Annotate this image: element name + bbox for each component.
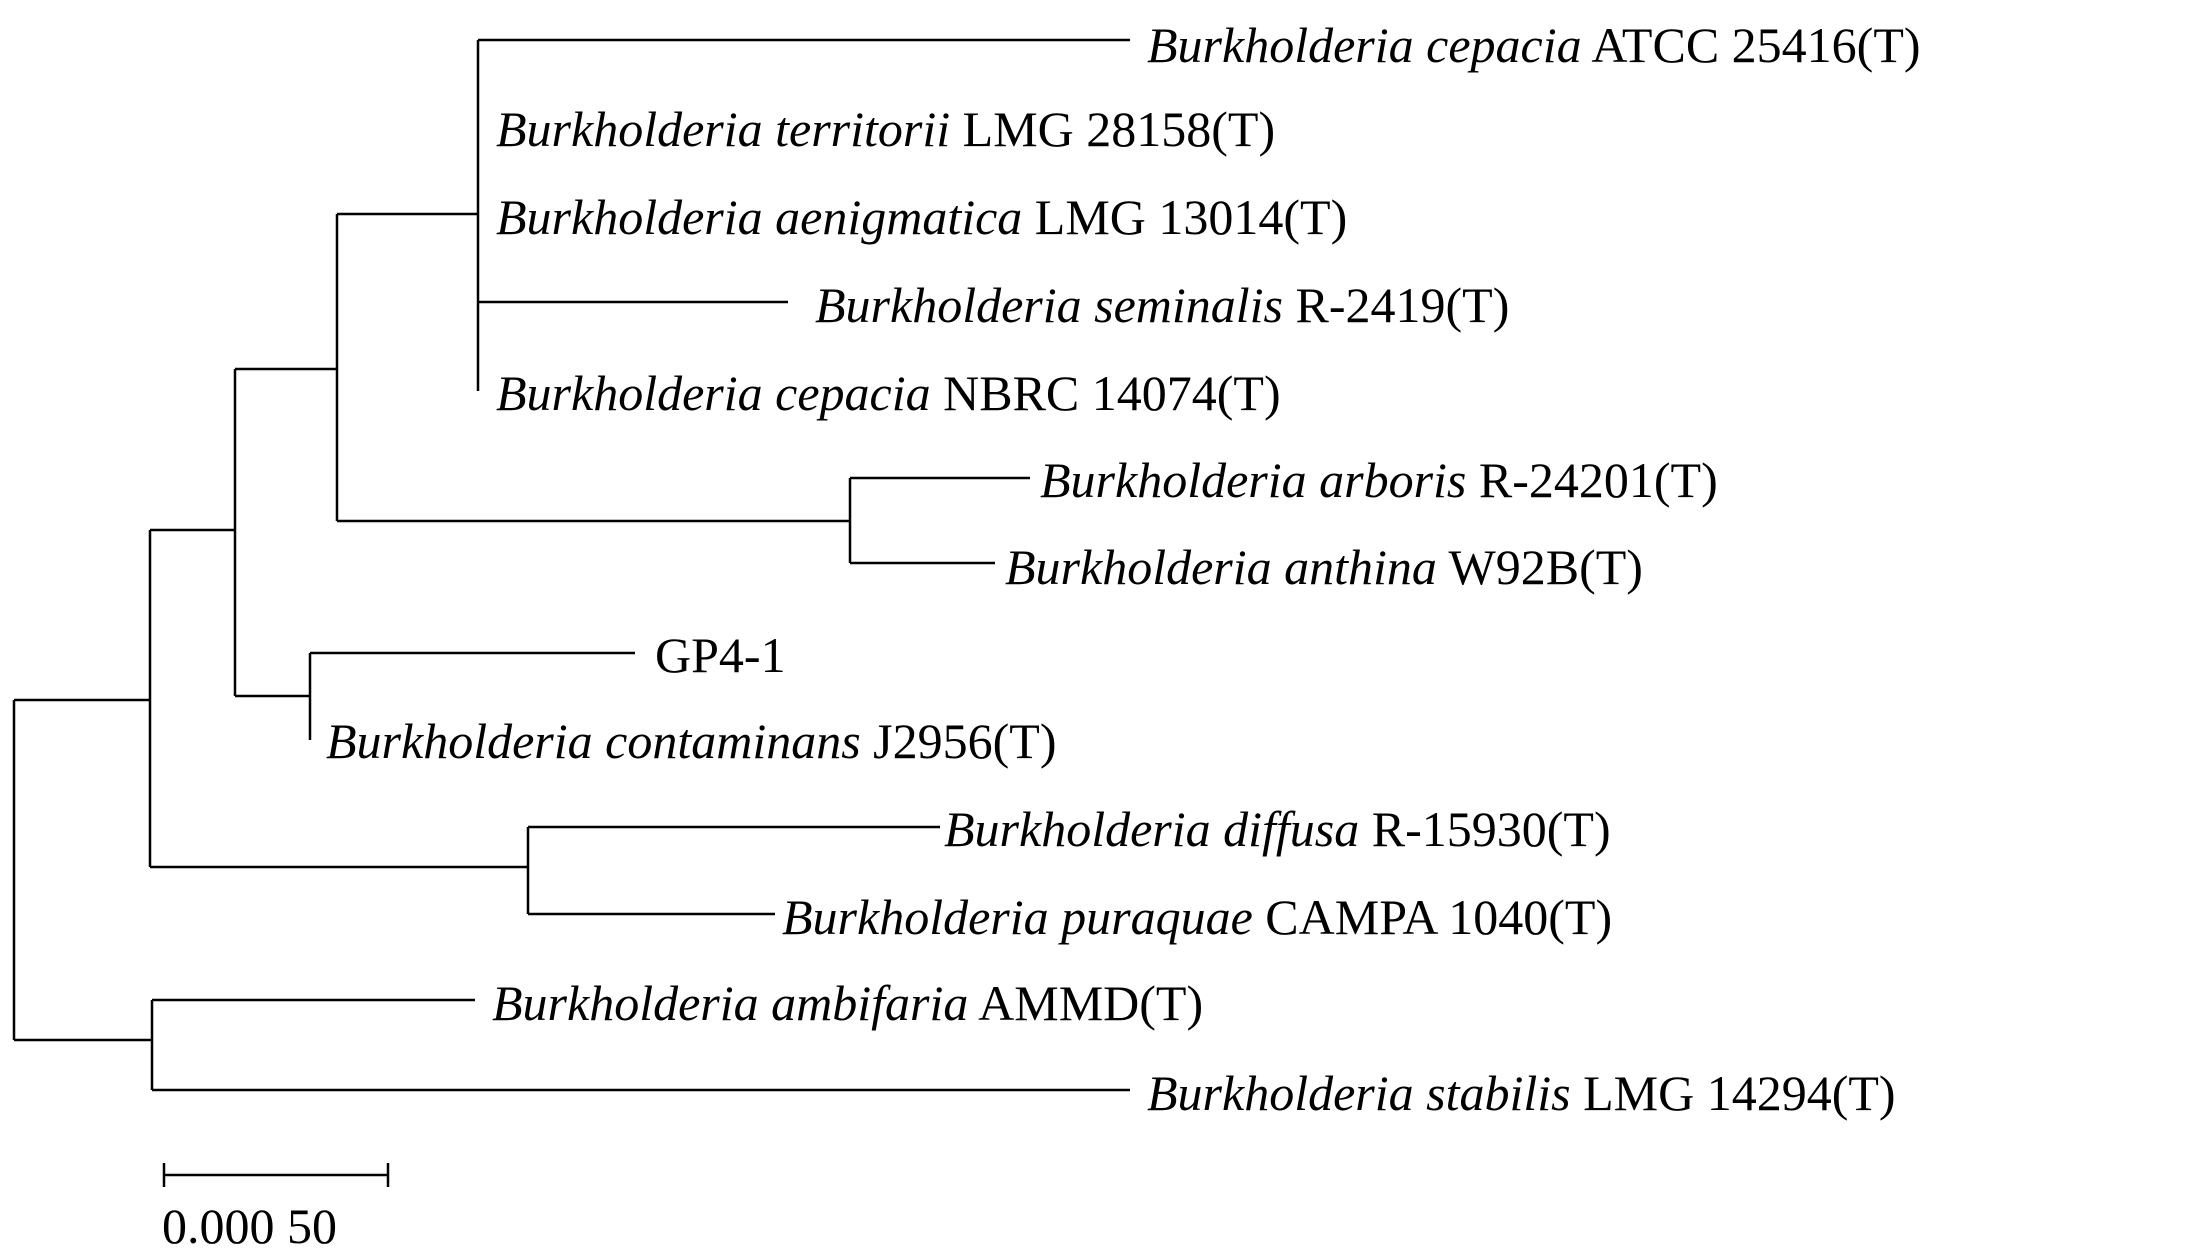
strain-name: GP4-1 [655, 627, 786, 683]
leaf-label [782, 889, 1612, 945]
leaf-label [1147, 17, 1921, 73]
species-name: Burkholderia puraquae [782, 889, 1253, 945]
clade-arboris-anthina [850, 478, 1030, 563]
species-name: Burkholderia seminalis [815, 277, 1284, 333]
species-name: Burkholderia cepacia [496, 365, 931, 421]
strain-name: AMMD(T) [978, 975, 1204, 1031]
strain-name: LMG 13014(T) [1034, 189, 1348, 245]
strain-name: LMG 28158(T) [962, 101, 1276, 157]
leaf-label [1040, 452, 1718, 508]
strain-name: R-24201(T) [1478, 452, 1718, 508]
clade-cepacia-gp4-node [235, 369, 337, 696]
species-name: Burkholderia anthina [1005, 539, 1437, 595]
strain-name: R-2419(T) [1295, 277, 1510, 333]
strain-name: R-15930(T) [1371, 801, 1611, 857]
species-name: Burkholderia territorii [496, 101, 951, 157]
leaf-label [815, 277, 1509, 333]
species-name: Burkholderia ambifaria [492, 975, 969, 1031]
root-node [14, 700, 152, 1040]
species-name: Burkholderia diffusa [944, 801, 1360, 857]
strain-name: CAMPA 1040(T) [1265, 889, 1613, 945]
species-name: Burkholderia aenigmatica [496, 189, 1023, 245]
leaf-label [1147, 1065, 1896, 1121]
scale-bar-label: 0.000 50 [162, 1198, 337, 1252]
leaf-label [492, 975, 1203, 1031]
strain-name: NBRC 14074(T) [943, 365, 1281, 421]
leaf-label [944, 801, 1611, 857]
leaf-label [496, 365, 1281, 421]
species-name: Burkholderia arboris [1040, 452, 1467, 508]
clade-main-node [150, 530, 528, 867]
strain-name: W92B(T) [1448, 539, 1643, 595]
strain-name: J2956(T) [873, 713, 1057, 769]
leaf-label [326, 713, 1056, 769]
strain-name: LMG 14294(T) [1583, 1065, 1896, 1121]
strain-name: ATCC 25416(T) [1591, 17, 1921, 73]
species-name: Burkholderia contaminans [326, 713, 861, 769]
leaf-label-gp4-1 [655, 627, 786, 683]
leaf-label [496, 189, 1347, 245]
species-name: Burkholderia stabilis [1147, 1065, 1571, 1121]
leaf-label [1005, 539, 1643, 595]
leaf-label [496, 101, 1275, 157]
species-name: Burkholderia cepacia [1147, 17, 1582, 73]
scale-bar [164, 1163, 388, 1187]
